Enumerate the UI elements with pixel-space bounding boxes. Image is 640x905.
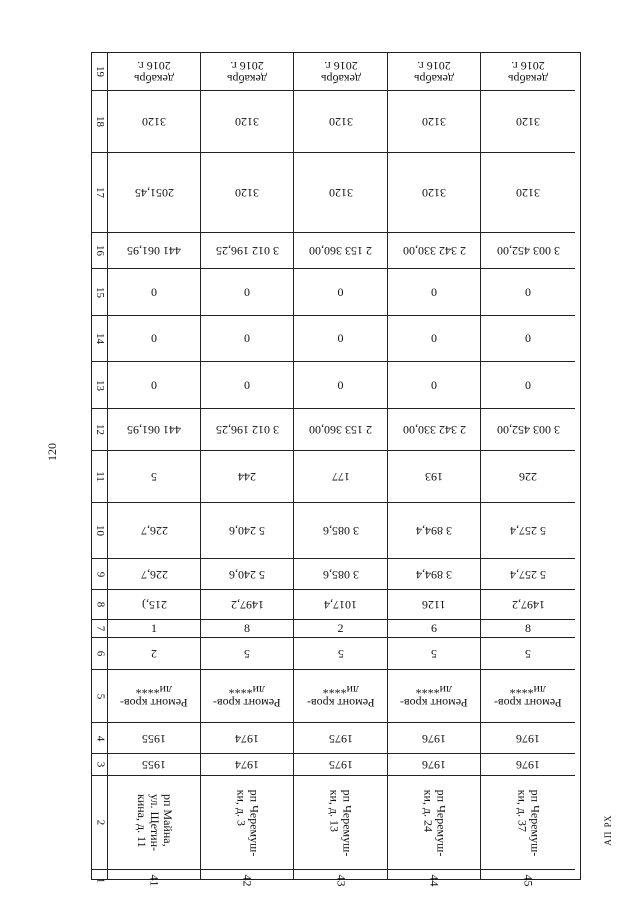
cell-14-text: 0 [244, 331, 250, 345]
address-cell [388, 776, 480, 870]
data-table [91, 52, 581, 887]
column-number-text: 11 [94, 471, 106, 482]
footer-mark: АП РХ [603, 814, 613, 846]
column-number [92, 233, 107, 269]
cell-15 [201, 269, 293, 316]
cell-5 [481, 670, 575, 723]
cell-19 [388, 53, 480, 91]
cell-19-text: декабрь 2016 г. [508, 58, 548, 86]
row-number [294, 870, 387, 891]
column-number [92, 409, 107, 451]
cell-15-text: 0 [431, 284, 437, 299]
cell-19-text: декабрь 2016 г. [227, 58, 267, 86]
column-number-text: 18 [94, 116, 106, 127]
address-cell-text: рп Черемуш- ки, д. 24 [420, 789, 448, 856]
cell-12-text: 441 061,95 [127, 423, 181, 437]
cell-15-text: 0 [337, 284, 344, 299]
cell-14 [108, 316, 200, 362]
column-number [92, 670, 107, 723]
cell-6 [294, 638, 387, 670]
cell-16 [388, 233, 480, 269]
cell-8 [388, 590, 480, 620]
column-number [92, 870, 107, 891]
cell-7 [294, 620, 387, 638]
cell-15 [481, 269, 575, 316]
cell-11 [201, 451, 293, 503]
cell-4-text: 1955 [142, 731, 166, 746]
row-number-text: 45 [521, 874, 536, 887]
cell-18-text: 3120 [235, 115, 259, 129]
row-number-text: 41 [147, 874, 162, 887]
cell-15-text: 0 [244, 284, 250, 299]
cell-9-text: 3 085,6 [322, 567, 359, 582]
cell-14-text: 0 [151, 331, 157, 345]
cell-9 [108, 559, 200, 590]
cell-6-text: 5 [431, 647, 437, 661]
cell-9-text: 5 240,6 [229, 567, 265, 582]
cell-15 [294, 269, 387, 316]
table-row [388, 53, 481, 887]
cell-5 [388, 670, 480, 723]
cell-12-text: 2 342 330,00 [402, 423, 466, 437]
cell-3 [201, 754, 293, 776]
column-number [92, 723, 107, 754]
cell-17 [388, 153, 480, 233]
column-number [92, 451, 107, 503]
page-number: 120 [45, 443, 59, 461]
cell-5-text: Ремонт кров- ли**** [306, 683, 375, 710]
address-cell-text: рп Черемуш- ки, д. 13 [327, 789, 355, 856]
column-number-text: 19 [94, 66, 106, 77]
cell-12 [201, 409, 293, 451]
column-number [92, 362, 107, 409]
cell-17 [294, 153, 387, 233]
row-number-text: 44 [427, 874, 442, 887]
cell-18-text: 3120 [142, 115, 166, 129]
column-number-text: 13 [94, 379, 106, 391]
cell-3-text: 1974 [235, 758, 259, 772]
cell-10-text: 226,7 [140, 524, 168, 538]
address-cell-text: рп Майна, ул. Щетин- кина, д. 11 [134, 794, 175, 851]
cell-13 [294, 362, 387, 409]
cell-17-text: 3120 [516, 186, 540, 200]
cell-10 [108, 503, 200, 559]
column-number [92, 590, 107, 620]
cell-16-text: 441 061,95 [127, 244, 181, 258]
cell-9-text: 3 894,4 [416, 567, 452, 582]
cell-6-text: 5 [337, 647, 344, 661]
cell-15 [388, 269, 480, 316]
address-cell [108, 776, 200, 870]
cell-11-text: 177 [331, 470, 350, 484]
cell-10-text: 3 085,6 [322, 524, 359, 538]
column-number [92, 503, 107, 559]
cell-16-text: 3 012 196,25 [215, 244, 279, 258]
address-cell [201, 776, 293, 870]
cell-8 [201, 590, 293, 620]
cell-8-text: 215,) [141, 598, 167, 612]
cell-18 [481, 91, 575, 153]
cell-6 [481, 638, 575, 670]
cell-19 [108, 53, 200, 91]
cell-13-text: 0 [337, 377, 344, 392]
cell-6 [108, 638, 200, 670]
cell-9-text: 5 257,4 [510, 567, 546, 582]
cell-8 [481, 590, 575, 620]
cell-7-text: 1 [151, 621, 157, 635]
cell-17 [481, 153, 575, 233]
column-number [92, 91, 107, 153]
cell-15-text: 0 [151, 284, 157, 299]
column-number [92, 620, 107, 638]
cell-6-text: 5 [244, 647, 250, 661]
cell-17 [201, 153, 293, 233]
column-number-text: 6 [94, 650, 106, 657]
cell-4-text: 1976 [422, 731, 446, 746]
cell-3-text: 1976 [516, 758, 540, 772]
cell-5 [201, 670, 293, 723]
cell-3 [294, 754, 387, 776]
cell-7 [388, 620, 480, 638]
cell-19 [481, 53, 575, 91]
cell-16 [481, 233, 575, 269]
cell-8 [108, 590, 200, 620]
address-cell [294, 776, 387, 870]
column-number-text: 16 [94, 245, 106, 256]
column-number [92, 53, 107, 91]
cell-8-text: 1126 [422, 598, 446, 612]
cell-3 [388, 754, 480, 776]
cell-10 [294, 503, 387, 559]
cell-10-text: 3 894,4 [416, 524, 452, 538]
cell-7-text: 2 [337, 621, 344, 635]
cell-8-text: 1017,4 [324, 598, 357, 612]
cell-4 [481, 723, 575, 754]
row-number [481, 870, 575, 891]
row-number [388, 870, 480, 891]
cell-13 [481, 362, 575, 409]
cell-11-text: 5 [151, 470, 157, 484]
cell-9 [201, 559, 293, 590]
cell-16-text: 2 153 360,00 [309, 244, 372, 258]
cell-9-text: 226,7 [140, 567, 168, 582]
cell-13 [108, 362, 200, 409]
cell-8-text: 1497,2 [511, 598, 545, 612]
cell-4 [294, 723, 387, 754]
cell-18 [388, 91, 480, 153]
cell-4 [108, 723, 200, 754]
cell-15 [108, 269, 200, 316]
cell-19-text: декабрь 2016 г. [320, 58, 361, 86]
cell-7-text: 6 [431, 621, 437, 635]
cell-12-text: 3 003 452,00 [496, 423, 560, 437]
cell-17-text: 3120 [235, 186, 259, 200]
cell-7 [108, 620, 200, 638]
cell-4 [388, 723, 480, 754]
column-number [92, 754, 107, 776]
cell-17-text: 2051,45 [134, 186, 174, 200]
cell-14 [481, 316, 575, 362]
cell-16-text: 3 003 452,00 [496, 244, 560, 258]
cell-12 [108, 409, 200, 451]
cell-8 [294, 590, 387, 620]
cell-13-text: 0 [431, 377, 437, 392]
cell-3 [108, 754, 200, 776]
cell-18-text: 3120 [328, 115, 353, 129]
cell-17-text: 3120 [328, 186, 353, 200]
cell-17 [108, 153, 200, 233]
table-row [294, 53, 388, 887]
cell-6-text: 2 [151, 647, 157, 661]
column-number-text: 4 [94, 735, 106, 741]
cell-16 [108, 233, 200, 269]
cell-10 [201, 503, 293, 559]
cell-18 [201, 91, 293, 153]
column-number-text: 9 [94, 571, 106, 577]
table-row [201, 53, 294, 887]
cell-18 [108, 91, 200, 153]
cell-14 [294, 316, 387, 362]
cell-16 [294, 233, 387, 269]
cell-5-text: Ремонт кров- ли**** [213, 683, 281, 710]
cell-11-text: 244 [238, 470, 256, 484]
cell-14-text: 0 [337, 331, 344, 345]
cell-14-text: 0 [525, 331, 531, 345]
column-number-text: 7 [94, 625, 106, 632]
row-number [201, 870, 293, 891]
cell-13-text: 0 [151, 377, 157, 392]
cell-11-text: 226 [519, 470, 537, 484]
cell-12-text: 3 012 196,25 [215, 423, 279, 437]
column-number-text: 3 [94, 761, 106, 768]
cell-16-text: 2 342 330,00 [402, 244, 466, 258]
cell-7 [481, 620, 575, 638]
cell-12 [388, 409, 480, 451]
cell-8-text: 1497,2 [230, 598, 264, 612]
table-row [108, 53, 201, 887]
table-row [481, 53, 575, 887]
cell-18-text: 3120 [516, 115, 540, 129]
cell-11 [481, 451, 575, 503]
cell-19-text: декабрь 2016 г. [414, 58, 454, 86]
row-number [108, 870, 200, 891]
column-number [92, 638, 107, 670]
cell-5-text: Ремонт кров- ли**** [400, 683, 468, 710]
cell-12-text: 2 153 360,00 [309, 423, 372, 437]
cell-18 [294, 91, 387, 153]
address-cell-text: рп Черемуш- ки, д. 3 [233, 789, 261, 856]
column-number-text: 10 [94, 525, 106, 536]
cell-4-text: 1975 [328, 731, 353, 746]
column-number-text: 15 [94, 286, 106, 298]
cell-5 [108, 670, 200, 723]
cell-14 [201, 316, 293, 362]
cell-17-text: 3120 [422, 186, 446, 200]
column-number [92, 316, 107, 362]
cell-12 [481, 409, 575, 451]
column-number-text: 8 [94, 601, 106, 608]
cell-14-text: 0 [431, 331, 437, 345]
cell-3-text: 1976 [422, 758, 446, 772]
address-cell-text: рп Черемуш- ки, д. 37 [514, 789, 542, 856]
cell-13 [201, 362, 293, 409]
cell-3 [481, 754, 575, 776]
cell-9 [481, 559, 575, 590]
cell-19-text: декабрь 2016 г. [134, 58, 174, 86]
column-number-text: 2 [94, 819, 106, 826]
cell-10-text: 5 240,6 [229, 524, 265, 538]
cell-3-text: 1975 [328, 758, 353, 772]
cell-15-text: 0 [525, 284, 531, 299]
cell-10-text: 5 257,4 [510, 524, 546, 538]
cell-7-text: 8 [244, 621, 250, 635]
column-number [92, 559, 107, 590]
column-number-text: 17 [94, 187, 106, 198]
row-number-text: 43 [334, 874, 348, 887]
cell-11 [294, 451, 387, 503]
cell-19 [201, 53, 293, 91]
cell-11-text: 193 [425, 470, 443, 484]
cell-13 [388, 362, 480, 409]
cell-9 [388, 559, 480, 590]
column-number-text: 12 [94, 424, 106, 435]
cell-19 [294, 53, 387, 91]
column-number [92, 153, 107, 233]
cell-11 [108, 451, 200, 503]
cell-6 [201, 638, 293, 670]
cell-5-text: Ремонт кров- ли**** [494, 683, 562, 710]
cell-12 [294, 409, 387, 451]
cell-7 [201, 620, 293, 638]
cell-9 [294, 559, 387, 590]
cell-4 [201, 723, 293, 754]
cell-18-text: 3120 [422, 115, 446, 129]
cell-13-text: 0 [525, 377, 531, 392]
cell-6 [388, 638, 480, 670]
cell-6-text: 5 [525, 647, 531, 661]
cell-3-text: 1955 [142, 758, 166, 772]
cell-13-text: 0 [244, 377, 250, 392]
column-number [92, 269, 107, 316]
cell-16 [201, 233, 293, 269]
row-number-text: 42 [240, 874, 255, 887]
cell-4-text: 1974 [235, 731, 259, 746]
column-number-text: 14 [94, 333, 106, 344]
cell-5 [294, 670, 387, 723]
cell-10 [481, 503, 575, 559]
address-cell [481, 776, 575, 870]
column-number-text: 5 [94, 693, 106, 699]
column-number-text: 1 [94, 877, 106, 884]
cell-10 [388, 503, 480, 559]
cell-4-text: 1976 [516, 731, 540, 746]
cell-11 [388, 451, 480, 503]
cell-5-text: Ремонт кров- ли**** [120, 683, 188, 710]
cell-7-text: 8 [525, 621, 531, 635]
column-number-strip [92, 53, 108, 884]
column-number [92, 776, 107, 870]
cell-14 [388, 316, 480, 362]
